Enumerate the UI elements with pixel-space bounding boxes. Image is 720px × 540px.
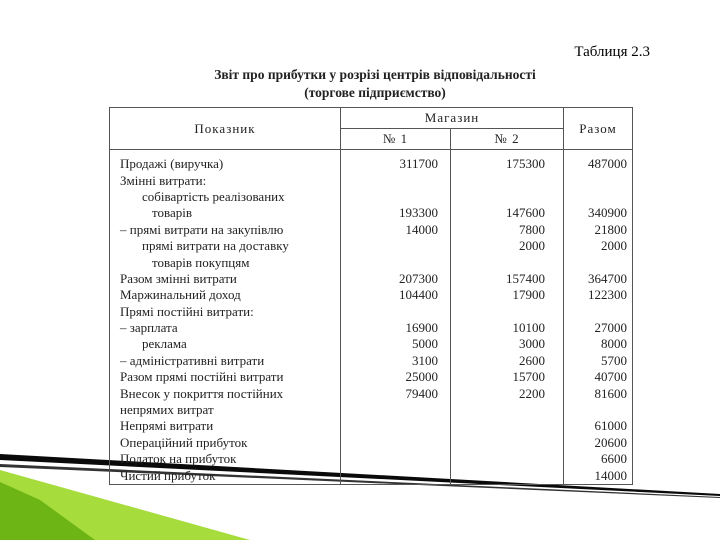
row-store-2-value: 147600 xyxy=(451,205,564,221)
table-row xyxy=(110,402,633,418)
row-store-1-value: 3100 xyxy=(341,353,451,369)
row-total-value: 487000 xyxy=(564,150,633,173)
table-row xyxy=(110,336,633,352)
row-indicator-text: – зарплата xyxy=(120,320,178,336)
report-title xyxy=(110,66,640,102)
report-title-line-1: Звіт про прибутки у розрізі центрів відповідальності xyxy=(214,67,536,82)
row-total-value: 5700 xyxy=(564,353,633,369)
header-store-2: № 2 xyxy=(451,129,564,150)
row-total-value: 21800 xyxy=(564,222,633,238)
table-row xyxy=(110,451,633,467)
row-store-2-value: 7800 xyxy=(451,222,564,238)
table-row xyxy=(110,189,633,205)
row-store-1-value xyxy=(341,402,451,418)
row-store-2-value xyxy=(451,435,564,451)
row-indicator-text: Прямі постійні витрати: xyxy=(120,303,254,319)
row-indicator-text: Змінні витрати: xyxy=(120,172,207,188)
table-row xyxy=(110,435,633,451)
row-indicator-text: реклама xyxy=(142,336,187,352)
row-store-1-value: 79400 xyxy=(341,385,451,401)
table-row xyxy=(110,304,633,320)
table-number-label: Таблиця 2.3 xyxy=(574,44,650,60)
row-total-value: 61000 xyxy=(564,418,633,434)
table-row xyxy=(110,150,633,173)
row-store-2-value xyxy=(451,172,564,188)
row-store-1-value: 104400 xyxy=(341,287,451,303)
table-row xyxy=(110,172,633,188)
row-store-1-value xyxy=(341,467,451,484)
row-store-2-value xyxy=(451,254,564,270)
table-row xyxy=(110,254,633,270)
table-row xyxy=(110,271,633,287)
row-indicator-text: Внесок у покриття постійних xyxy=(120,385,284,401)
row-store-2-value xyxy=(451,304,564,320)
table-row xyxy=(110,418,633,434)
row-indicator-label xyxy=(110,205,341,221)
row-indicator-label xyxy=(110,353,341,369)
row-indicator-label xyxy=(110,435,341,451)
row-store-1-value: 207300 xyxy=(341,271,451,287)
row-total-value: 27000 xyxy=(564,320,633,336)
row-indicator-label xyxy=(110,254,341,270)
row-store-2-value: 15700 xyxy=(451,369,564,385)
row-total-value xyxy=(564,254,633,270)
row-indicator-text: Маржинальний доход xyxy=(120,287,241,303)
row-store-2-value: 157400 xyxy=(451,271,564,287)
row-indicator-label xyxy=(110,238,341,254)
row-store-2-value xyxy=(451,189,564,205)
row-total-value: 81600 xyxy=(564,385,633,401)
row-indicator-label xyxy=(110,369,341,385)
row-store-1-value xyxy=(341,451,451,467)
row-indicator-text: Продажі (виручка) xyxy=(120,156,224,172)
row-indicator-text: непрямих витрат xyxy=(120,402,214,418)
row-indicator-label xyxy=(110,271,341,287)
row-store-1-value: 16900 xyxy=(341,320,451,336)
row-indicator-label xyxy=(110,287,341,303)
row-store-2-value: 3000 xyxy=(451,336,564,352)
row-store-1-value xyxy=(341,254,451,270)
row-total-value xyxy=(564,189,633,205)
row-store-1-value: 25000 xyxy=(341,369,451,385)
row-total-value: 122300 xyxy=(564,287,633,303)
row-indicator-text: – адміністративні витрати xyxy=(120,352,265,368)
row-indicator-text: Разом прямі постійні витрати xyxy=(120,369,284,385)
table-row xyxy=(110,385,633,401)
row-indicator-label xyxy=(110,189,341,205)
header-indicator: Показник xyxy=(110,108,341,150)
row-store-1-value: 14000 xyxy=(341,222,451,238)
row-store-1-value: 193300 xyxy=(341,205,451,221)
row-indicator-label xyxy=(110,385,341,401)
row-total-value: 20600 xyxy=(564,435,633,451)
table-row xyxy=(110,238,633,254)
row-indicator-text: Операційний прибуток xyxy=(120,434,248,450)
row-indicator-label xyxy=(110,172,341,188)
row-indicator-label xyxy=(110,336,341,352)
row-indicator-label xyxy=(110,222,341,238)
row-indicator-label xyxy=(110,451,341,467)
table-row xyxy=(110,287,633,303)
row-store-2-value: 2600 xyxy=(451,353,564,369)
row-indicator-label xyxy=(110,304,341,320)
row-indicator-text: – прямі витрати на закупівлю xyxy=(120,221,284,237)
row-store-1-value xyxy=(341,189,451,205)
row-store-2-value: 17900 xyxy=(451,287,564,303)
row-store-2-value xyxy=(451,418,564,434)
row-total-value xyxy=(564,402,633,418)
row-indicator-text: Податок на прибуток xyxy=(120,451,237,467)
report-title-line-2: (торгове підприємство) xyxy=(304,85,446,100)
row-store-1-value xyxy=(341,238,451,254)
row-indicator-text: прямі витрати на доставку xyxy=(142,238,289,254)
row-total-value xyxy=(564,172,633,188)
row-indicator-text: Чистий прибуток xyxy=(120,467,216,483)
row-store-2-value: 175300 xyxy=(451,150,564,173)
row-store-1-value xyxy=(341,418,451,434)
row-store-2-value xyxy=(451,402,564,418)
row-store-2-value: 2000 xyxy=(451,238,564,254)
row-total-value: 14000 xyxy=(564,467,633,484)
table-row xyxy=(110,320,633,336)
profit-report-table xyxy=(109,107,633,485)
row-total-value: 340900 xyxy=(564,205,633,221)
row-indicator-label xyxy=(110,418,341,434)
row-store-1-value: 311700 xyxy=(341,150,451,173)
row-store-1-value xyxy=(341,304,451,320)
row-indicator-label xyxy=(110,150,341,173)
row-total-value: 40700 xyxy=(564,369,633,385)
header-total: Разом xyxy=(564,108,633,150)
row-indicator-label xyxy=(110,467,341,484)
row-store-2-value xyxy=(451,451,564,467)
row-total-value: 364700 xyxy=(564,271,633,287)
row-store-2-value xyxy=(451,467,564,484)
row-total-value: 2000 xyxy=(564,238,633,254)
report-body xyxy=(110,150,633,485)
header-store-group: Магазин xyxy=(341,108,564,129)
table-row xyxy=(110,467,633,484)
row-indicator-label xyxy=(110,320,341,336)
table-row xyxy=(110,369,633,385)
row-indicator-label xyxy=(110,402,341,418)
row-indicator-text: Разом змінні витрати xyxy=(120,270,237,286)
table-row xyxy=(110,353,633,369)
row-total-value xyxy=(564,304,633,320)
row-store-2-value: 10100 xyxy=(451,320,564,336)
row-indicator-text: собівартість реалізованих xyxy=(142,188,285,204)
header-store-1: № 1 xyxy=(341,129,451,150)
row-indicator-text: Непрямі витрати xyxy=(120,418,214,434)
row-total-value: 8000 xyxy=(564,336,633,352)
row-indicator-text: товарів xyxy=(152,205,192,221)
row-store-1-value xyxy=(341,172,451,188)
row-indicator-text: товарів покупцям xyxy=(152,254,250,270)
row-store-1-value: 5000 xyxy=(341,336,451,352)
row-store-1-value xyxy=(341,435,451,451)
row-total-value: 6600 xyxy=(564,451,633,467)
table-row xyxy=(110,205,633,221)
table-row xyxy=(110,222,633,238)
row-store-2-value: 2200 xyxy=(451,385,564,401)
